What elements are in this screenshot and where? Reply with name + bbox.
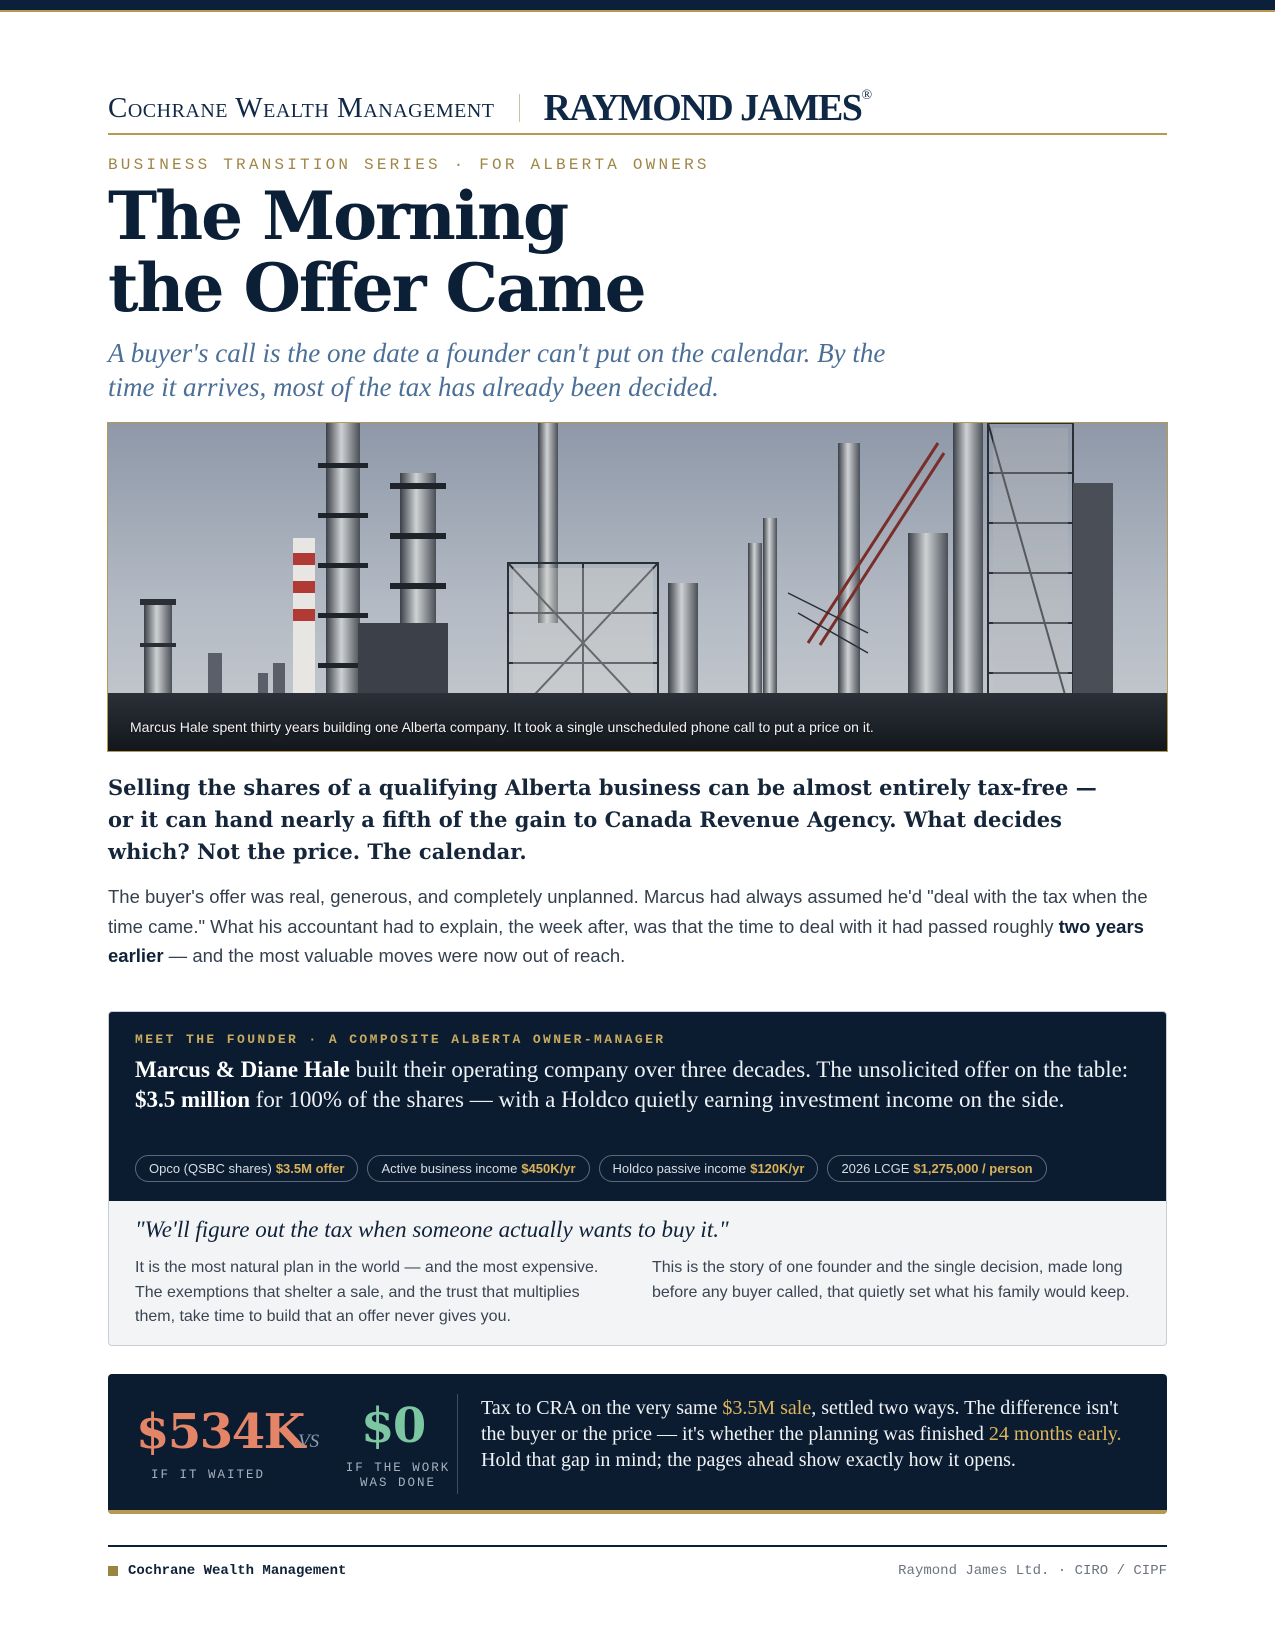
raymond-james-logo [544, 86, 873, 130]
founder-eyebrow: MEET THE FOUNDER · A COMPOSITE ALBERTA OWNER-MANAGER [135, 1032, 666, 1047]
dek-subtitle: A buyer's call is the one date a founder can't put on the calendar. By the time it arrives, most of the tax has already been decided. [108, 338, 886, 402]
footer-brand [108, 1563, 346, 1579]
raymond-james-logo-text: RAYMOND JAMES [543, 87, 862, 129]
footer-regulatory: Raymond James Ltd. · CIRO / CIPF [898, 1563, 1167, 1579]
refinery-illustration [108, 423, 1168, 752]
top-accent-gold-line [0, 10, 1275, 12]
stat-gold-rule [108, 1510, 1167, 1514]
chip-value: $120K/yr [750, 1161, 805, 1176]
chip-value: $450K/yr [521, 1161, 576, 1176]
chip-lcge [827, 1155, 1046, 1182]
founder-card [108, 1011, 1167, 1346]
founder-column-right: This is the story of one founder and the single decision, made long before any buyer called, that quietly set what his family would keep. [652, 1259, 1130, 1301]
masthead [108, 82, 1167, 134]
founder-summary-part-2: for 100% of the shares — with a Holdco quietly earning investment income on the side. [250, 1087, 1065, 1112]
chip-label: Holdco passive income [612, 1161, 747, 1176]
stat-text-part-1: Tax to CRA on the very same [481, 1397, 723, 1419]
stat-text-part-2: , settled two ways. The difference isn't the buyer or the price — it's whether the planning was finished [481, 1397, 1119, 1445]
hero-caption: Marcus Hale spent thirty years building one Alberta company. It took a single unscheduled phone call to put a price on it. [130, 719, 874, 735]
tax-if-waited-value: $534K [136, 1404, 304, 1460]
masthead-divider [519, 94, 520, 122]
tax-if-planned-label [333, 1461, 463, 1491]
chip-value: $1,275,000 / person [913, 1161, 1033, 1176]
founder-summary-part-1: built their operating company over three decades. The unsolicited offer on the table: [349, 1057, 1129, 1082]
body-text-end: — and the most valuable moves were now out of reach. [163, 945, 626, 966]
footer-firm-name: Cochrane Wealth Management [128, 1563, 347, 1579]
firm-name: Cochrane Wealth Management [108, 91, 495, 124]
founder-card-header [109, 1012, 1167, 1201]
versus-label: VS [298, 1431, 320, 1452]
chip-active-income [367, 1155, 589, 1182]
lead-paragraph: Selling the shares of a qualifying Alberta business can be almost entirely tax-free — or it can hand nearly a fifth of the gain to Canada Revenue Agency. What decides which? Not the price. The calendar. [108, 775, 1097, 864]
stat-highlight-timing: 24 months early. [988, 1423, 1122, 1445]
tax-if-planned-label-line-1: IF THE WORK [345, 1461, 451, 1475]
founder-names: Marcus & Diane Hale [135, 1057, 350, 1082]
founder-column-left: It is the most natural plan in the world — and the most expensive. The exemptions that shelter a sale, and the trust that multiplies them, take time to build that an offer never gives you. [135, 1259, 599, 1325]
chip-passive-income [599, 1155, 819, 1182]
offer-amount: $3.5 million [135, 1087, 251, 1112]
chip-value: $3.5M offer [275, 1161, 345, 1176]
tax-if-planned-value: $0 [361, 1398, 425, 1454]
stat-highlight-sale: $3.5M sale [722, 1397, 812, 1419]
tax-comparison-band [108, 1374, 1167, 1514]
body-emphasis: two years earlier [108, 915, 1144, 966]
registered-mark: ® [861, 88, 873, 103]
series-eyebrow: BUSINESS TRANSITION SERIES · FOR ALBERTA OWNERS [108, 156, 710, 174]
top-accent-bar [0, 0, 1275, 10]
masthead-rule [108, 133, 1167, 135]
founder-quote: "We'll figure out the tax when someone actually wants to buy it." [135, 1217, 729, 1242]
chip-opco [135, 1155, 358, 1182]
fact-chips [135, 1155, 1047, 1182]
body-text-start: The buyer's offer was real, generous, and completely unplanned. Marcus had always assumed he'd "deal with the tax when the time came." What his accountant had to explain, the week after, was that the time to deal with it had passed roughly [108, 886, 1148, 937]
stat-divider [457, 1394, 458, 1494]
founder-summary [135, 1055, 1145, 1115]
stat-text-part-3: Hold that gap in mind; the pages ahead show exactly how it opens. [481, 1449, 1016, 1471]
chip-label: Active business income [381, 1161, 518, 1176]
chip-label: Opco (QSBC shares) [149, 1161, 272, 1176]
footer-rule [108, 1545, 1167, 1547]
footer-square-icon [108, 1566, 118, 1576]
hero-image [107, 422, 1168, 752]
body-paragraph [108, 882, 1167, 971]
tax-if-waited-label: IF IT WAITED [150, 1468, 265, 1482]
stat-explanation [481, 1395, 1141, 1473]
title-line-2: the Offer Came [108, 249, 645, 327]
chip-label: 2026 LCGE [841, 1161, 910, 1176]
tax-if-planned-label-line-2: WAS DONE [359, 1476, 436, 1490]
title-line-1: The Morning [108, 177, 568, 255]
page-title [108, 177, 868, 327]
